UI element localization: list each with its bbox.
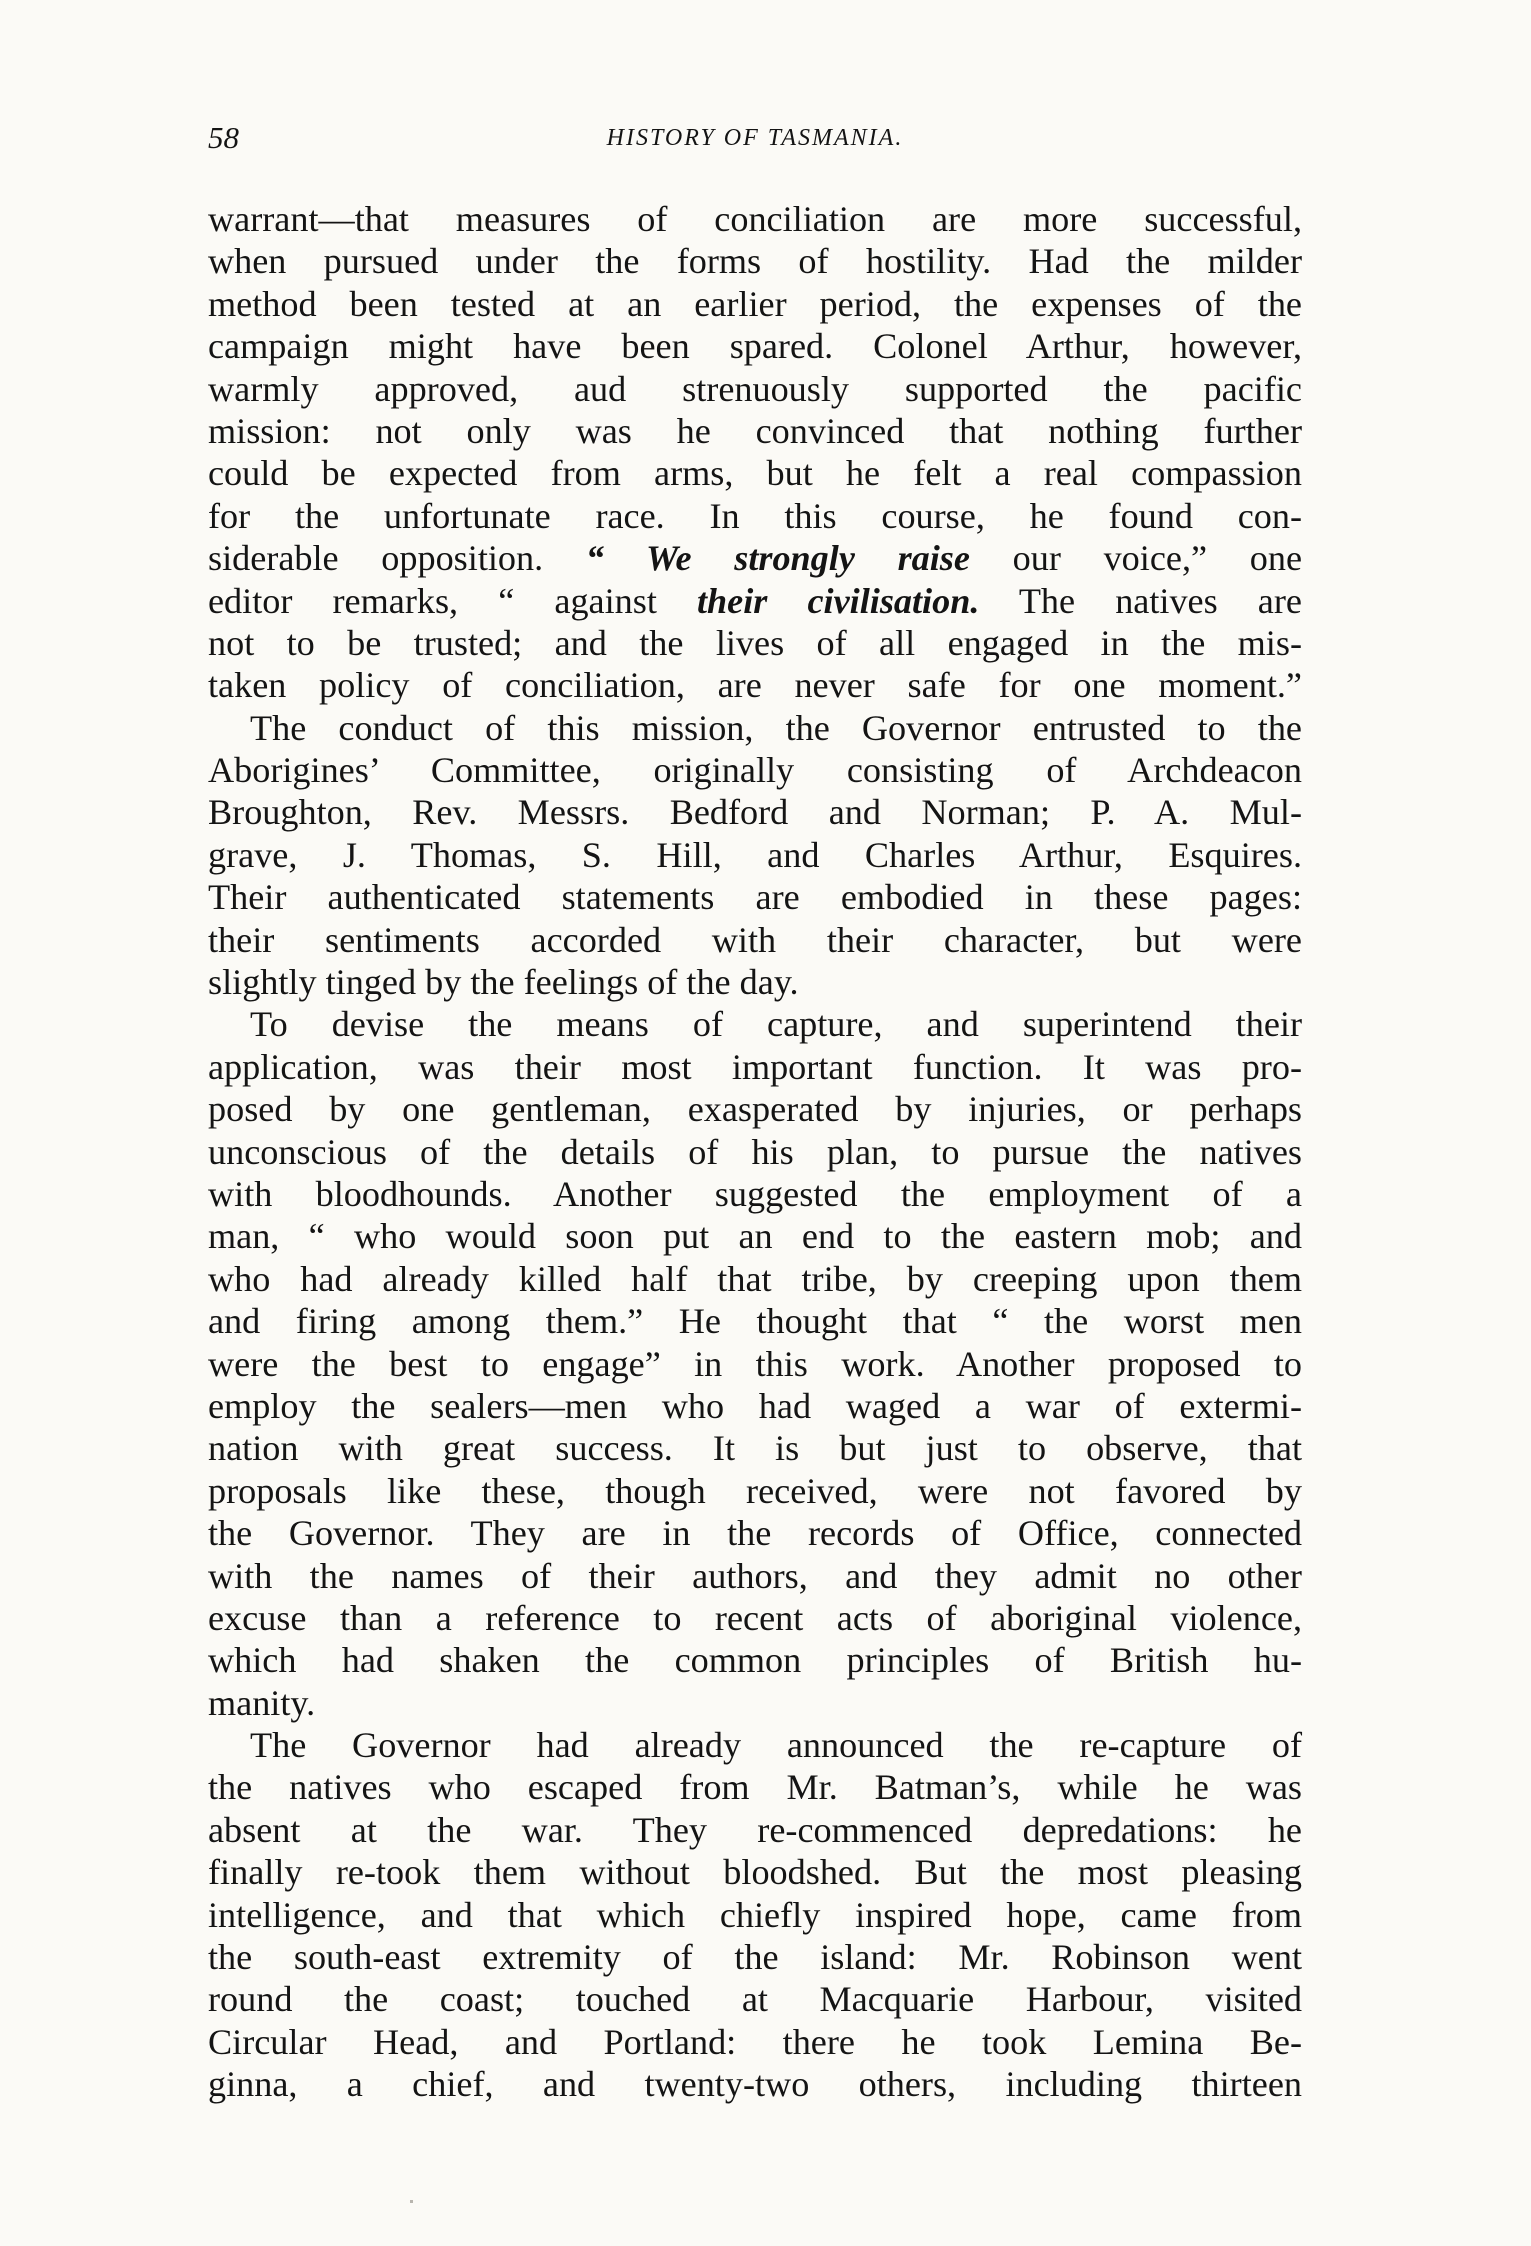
text-line: warrant—that measures of conciliation are more successful, (208, 199, 1302, 239)
text-line: posed by one gentleman, exasperated by injuries, or perhaps (208, 1089, 1302, 1130)
text-line: who had already killed half that tribe, by creeping upon them (208, 1258, 1302, 1299)
text-fragment: siderable opposition. (208, 538, 586, 579)
text-line: Their authenticated statements are embodied in these pages: (208, 877, 1302, 918)
text-line: warmly approved, aud strenuously supported the pacific (208, 368, 1302, 409)
text-line-with-emphasis (208, 580, 1302, 622)
text-line: excuse than a reference to recent acts of aboriginal violence, (208, 1597, 1302, 1638)
text-fragment: “ against (498, 580, 697, 621)
text-line: Broughton, Rev. Messrs. Bedford and Norman; P. A. Mul- (208, 792, 1302, 833)
text-line: could be expected from arms, but he felt a real compassion (208, 453, 1302, 494)
text-line: the south-east extremity of the island: Mr. Robinson went (208, 1937, 1302, 1978)
text-line: the natives who escaped from Mr. Batman’s, while he was (208, 1767, 1302, 1808)
running-title: HISTORY OF TASMANIA. (606, 125, 904, 151)
running-head (208, 118, 1302, 158)
text-line: the Governor. They are in the records of Office, connected (208, 1513, 1302, 1554)
page-number: 58 (208, 120, 239, 155)
text-line: Circular Head, and Portland: there he took Lemina Be- (208, 2021, 1302, 2062)
text-line: for the unfortunate race. In this course, he found con- (208, 495, 1302, 536)
text-line: ginna, a chief, and twenty-two others, including thirteen (208, 2064, 1302, 2105)
text-line: with the names of their authors, and they admit no other (208, 1555, 1302, 1596)
text-fragment: editor remarks, (208, 580, 499, 621)
text-fragment: our voice,” one (969, 538, 1303, 579)
text-line: round the coast; touched at Macquarie Harbour, visited (208, 1979, 1302, 2020)
text-line: were the best to engage” in this work. Another proposed to (208, 1343, 1302, 1384)
print-speck (410, 2200, 413, 2203)
text-line: man, “ who would soon put an end to the eastern mob; and (208, 1216, 1302, 1257)
emphasis-text: their civilisation. (697, 580, 980, 621)
text-line: not to be trusted; and the lives of all engaged in the mis- (208, 622, 1302, 663)
text-line: application, was their most important function. It was pro- (208, 1046, 1302, 1087)
text-line: proposals like these, though received, were not favored by (208, 1470, 1302, 1511)
text-line-with-emphasis (208, 537, 1302, 579)
text-line: finally re-took them without bloodshed. But the most pleasing (208, 1852, 1302, 1893)
text-line: when pursued under the forms of hostility. Had the milder (208, 241, 1302, 282)
text-line: method been tested at an earlier period, the expenses of the (208, 283, 1302, 324)
text-line: employ the sealers—men who had waged a war of extermi- (208, 1385, 1302, 1426)
emphasis-text: “ We strongly raise (585, 538, 970, 579)
text-line: their sentiments accorded with their character, but were (208, 919, 1302, 960)
paragraph-first-line: The Governor had already announced the re-capture of (250, 1725, 1302, 1766)
text-line: with bloodhounds. Another suggested the employment of a (208, 1173, 1302, 1214)
paragraph-first-line: To devise the means of capture, and superintend their (250, 1004, 1302, 1045)
text-line: and firing among them.” He thought that “ the worst men (208, 1301, 1302, 1342)
paragraph-first-line: The conduct of this mission, the Governor entrusted to the (250, 707, 1302, 748)
text-line: absent at the war. They re-commenced depredations: he (208, 1809, 1302, 1850)
text-line: mission: not only was he convinced that nothing further (208, 410, 1302, 451)
text-line: unconscious of the details of his plan, to pursue the natives (208, 1131, 1302, 1172)
paragraph-last-line: slightly tinged by the feelings of the day. (208, 962, 799, 1003)
text-line: nation with great success. It is but just to observe, that (208, 1428, 1302, 1469)
text-line: Aborigines’ Committee, originally consisting of Archdeacon (208, 750, 1302, 791)
text-line: which had shaken the common principles of British hu- (208, 1640, 1302, 1681)
text-fragment: The natives are (979, 580, 1302, 621)
paragraph-last-line: manity. (208, 1682, 316, 1723)
text-line: intelligence, and that which chiefly inspired hope, came from (208, 1894, 1302, 1935)
text-line: grave, J. Thomas, S. Hill, and Charles Arthur, Esquires. (208, 834, 1302, 875)
text-line: taken policy of conciliation, are never safe for one moment.” (208, 665, 1302, 706)
text-line: campaign might have been spared. Colonel Arthur, however, (208, 326, 1302, 367)
body-text (208, 198, 1302, 2106)
